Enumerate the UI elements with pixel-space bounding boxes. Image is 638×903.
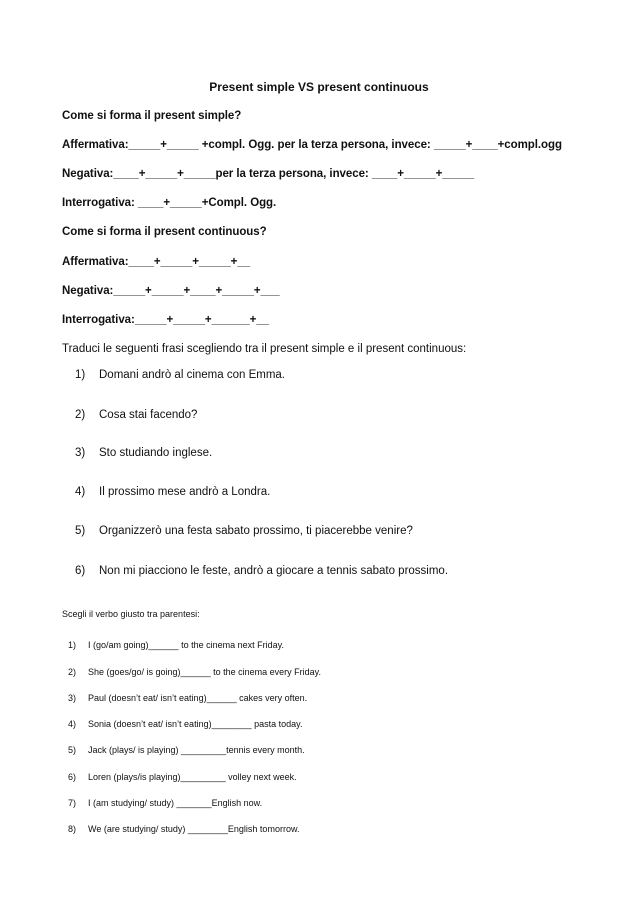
item-number: 6) — [75, 565, 86, 577]
exercise2-item — [68, 745, 305, 755]
simple-affermativa: Affermativa:_____+_____ +compl. Ogg. per la terza persona, invece: _____+____+compl.ogg — [62, 139, 562, 151]
item-text: I (am studying/ study) _______English now. — [88, 798, 263, 808]
item-text: Il prossimo mese andrò a Londra. — [99, 486, 271, 498]
item-number: 4) — [68, 719, 77, 729]
item-text: Cosa stai facendo? — [99, 409, 198, 421]
exercise1-item — [75, 409, 197, 421]
item-text: Sto studiando inglese. — [99, 447, 213, 459]
item-number: 5) — [68, 745, 77, 755]
exercise2-item — [68, 719, 302, 729]
page-title: Present simple VS present continuous — [209, 80, 429, 94]
item-number: 1) — [75, 369, 86, 381]
item-number: 4) — [75, 486, 86, 498]
exercise2-item — [68, 667, 321, 677]
item-text: Non mi piacciono le feste, andrò a giocare a tennis sabato prossimo. — [99, 565, 449, 577]
continuous-interrogativa: Interrogativa:_____+_____+______+__ — [62, 314, 270, 326]
item-text: Jack (plays/ is playing) _________tennis every month. — [88, 745, 305, 755]
exercise1-instruction: Traduci le seguenti frasi scegliendo tra il present simple e il present continuous: — [62, 343, 467, 355]
exercise1-item — [75, 447, 212, 459]
exercise1-item — [75, 565, 448, 577]
item-text: Organizzerò una festa sabato prossimo, ti piacerebbe venire? — [99, 525, 413, 537]
item-text: I (go/am going)______ to the cinema next Friday. — [88, 640, 284, 650]
item-number: 3) — [68, 693, 77, 703]
continuous-negativa: Negativa:_____+_____+____+_____+___ — [62, 285, 280, 297]
exercise2-item — [68, 798, 262, 808]
item-text: Loren (plays/is playing)_________ volley next week. — [88, 772, 297, 782]
item-number: 2) — [75, 409, 86, 421]
item-text: She (goes/go/ is going)______ to the cinema every Friday. — [88, 667, 321, 677]
item-number: 6) — [68, 772, 77, 782]
item-number: 7) — [68, 798, 77, 808]
exercise2-item — [68, 640, 284, 650]
exercise2-item — [68, 772, 297, 782]
continuous-question: Come si forma il present continuous? — [62, 226, 267, 238]
item-number: 1) — [68, 640, 77, 650]
exercise2-item — [68, 824, 299, 834]
simple-interrogativa: Interrogativa: ____+_____+Compl. Ogg. — [62, 197, 277, 209]
item-number: 2) — [68, 667, 77, 677]
item-number: 3) — [75, 447, 86, 459]
item-number: 8) — [68, 824, 77, 834]
item-number: 5) — [75, 525, 86, 537]
exercise1-item — [75, 369, 285, 381]
continuous-affermativa: Affermativa:____+_____+_____+__ — [62, 256, 251, 268]
simple-negativa: Negativa:____+_____+_____per la terza persona, invece: ____+_____+_____ — [62, 168, 475, 180]
item-text: We (are studying/ study) ________English tomorrow. — [88, 824, 300, 834]
item-text: Sonia (doesn’t eat/ isn’t eating)________ pasta today. — [88, 719, 303, 729]
item-text: Paul (doesn’t eat/ isn’t eating)______ cakes very often. — [88, 693, 308, 703]
exercise1-item — [75, 525, 413, 537]
exercise2-item — [68, 693, 307, 703]
item-text: Domani andrò al cinema con Emma. — [99, 369, 285, 381]
simple-question: Come si forma il present simple? — [62, 110, 242, 122]
exercise2-instruction: Scegli il verbo giusto tra parentesi: — [62, 609, 200, 619]
exercise1-item — [75, 486, 270, 498]
